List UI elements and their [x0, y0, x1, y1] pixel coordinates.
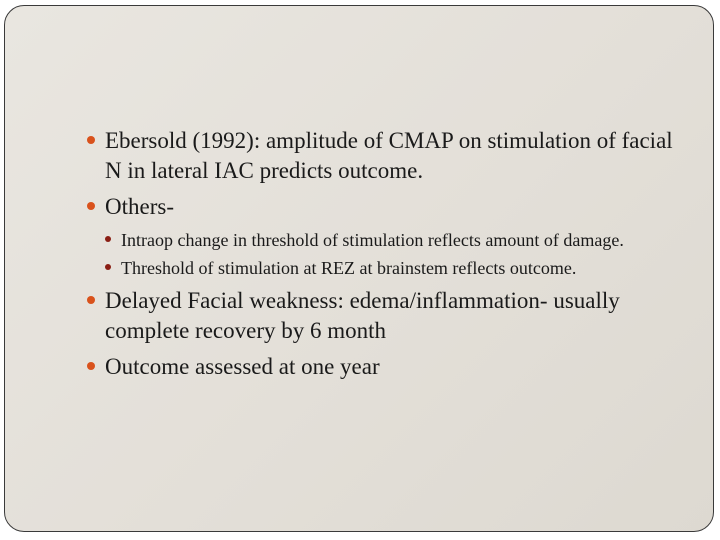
bullet-text: Others- — [105, 194, 174, 219]
sub-bullet-item — [103, 254, 683, 282]
bullet-item — [83, 192, 683, 222]
bullet-item — [83, 286, 683, 346]
sub-bullet-text: Threshold of stimulation at REZ at brainstem reflects outcome. — [121, 258, 577, 278]
bullet-text: Delayed Facial weakness: edema/inflammation- usually complete recovery by 6 month — [105, 288, 620, 343]
bullet-dot-icon — [105, 236, 111, 242]
slide-frame — [4, 5, 714, 532]
bullet-dot-icon — [87, 296, 95, 304]
bullet-dot-icon — [87, 362, 95, 370]
bullet-list — [83, 126, 683, 388]
bullet-dot-icon — [105, 264, 111, 270]
sub-bullet-item — [103, 226, 683, 254]
bullet-item — [83, 126, 683, 186]
bullet-dot-icon — [87, 202, 95, 210]
bullet-dot-icon — [87, 136, 95, 144]
bullet-text: Ebersold (1992): amplitude of CMAP on stimulation of facial N in lateral IAC predicts outcome. — [105, 128, 673, 183]
bullet-text: Outcome assessed at one year — [105, 354, 380, 379]
bullet-item — [83, 352, 683, 382]
sub-bullet-text: Intraop change in threshold of stimulation reflects amount of damage. — [121, 230, 624, 250]
